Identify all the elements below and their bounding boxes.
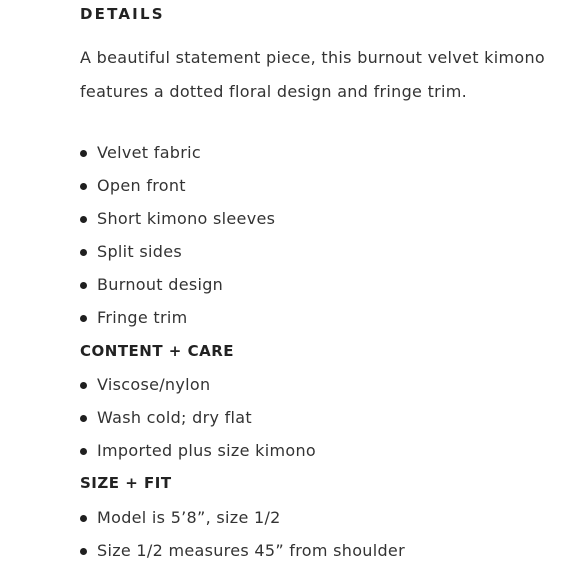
bullet-icon bbox=[80, 415, 87, 422]
details-list bbox=[80, 141, 275, 339]
size-fit-heading: SIZE + FIT bbox=[80, 474, 172, 492]
details-item-label: Short kimono sleeves bbox=[97, 209, 276, 228]
details-item-label: Split sides bbox=[97, 242, 182, 261]
bullet-icon bbox=[80, 548, 87, 555]
bullet-icon bbox=[80, 515, 87, 522]
size-fit-item-measurement bbox=[80, 539, 405, 572]
content-care-item-wash bbox=[80, 406, 316, 439]
details-item-label: Velvet fabric bbox=[97, 143, 201, 162]
bullet-icon bbox=[80, 183, 87, 190]
bullet-icon bbox=[80, 282, 87, 289]
details-item-label: Open front bbox=[97, 176, 186, 195]
bullet-icon bbox=[80, 216, 87, 223]
details-item-split-sides bbox=[80, 240, 275, 273]
bullet-icon bbox=[80, 150, 87, 157]
details-item-label: Fringe trim bbox=[97, 308, 188, 327]
details-item-burnout-design bbox=[80, 273, 275, 306]
bullet-icon bbox=[80, 249, 87, 256]
content-care-item-label: Imported plus size kimono bbox=[97, 441, 316, 460]
details-item-velvet-fabric bbox=[80, 141, 275, 174]
size-fit-item-label: Size 1/2 measures 45” from shoulder bbox=[97, 541, 405, 560]
size-fit-list bbox=[80, 506, 405, 572]
size-fit-item-label: Model is 5’8”, size 1/2 bbox=[97, 508, 281, 527]
size-fit-item-model bbox=[80, 506, 405, 539]
bullet-icon bbox=[80, 315, 87, 322]
content-care-list bbox=[80, 373, 316, 472]
bullet-icon bbox=[80, 382, 87, 389]
details-item-fringe-trim bbox=[80, 306, 275, 339]
bullet-icon bbox=[80, 448, 87, 455]
details-item-open-front bbox=[80, 174, 275, 207]
content-care-heading: CONTENT + CARE bbox=[80, 342, 235, 360]
details-heading: DETAILS bbox=[80, 5, 165, 23]
content-care-item-material bbox=[80, 373, 316, 406]
details-item-label: Burnout design bbox=[97, 275, 224, 294]
content-care-item-label: Viscose/nylon bbox=[97, 375, 211, 394]
content-care-item-label: Wash cold; dry flat bbox=[97, 408, 252, 427]
details-item-sleeves bbox=[80, 207, 275, 240]
product-description: A beautiful statement piece, this burnout velvet kimono features a dotted floral design and fringe trim. bbox=[80, 48, 545, 101]
content-care-item-imported bbox=[80, 439, 316, 472]
